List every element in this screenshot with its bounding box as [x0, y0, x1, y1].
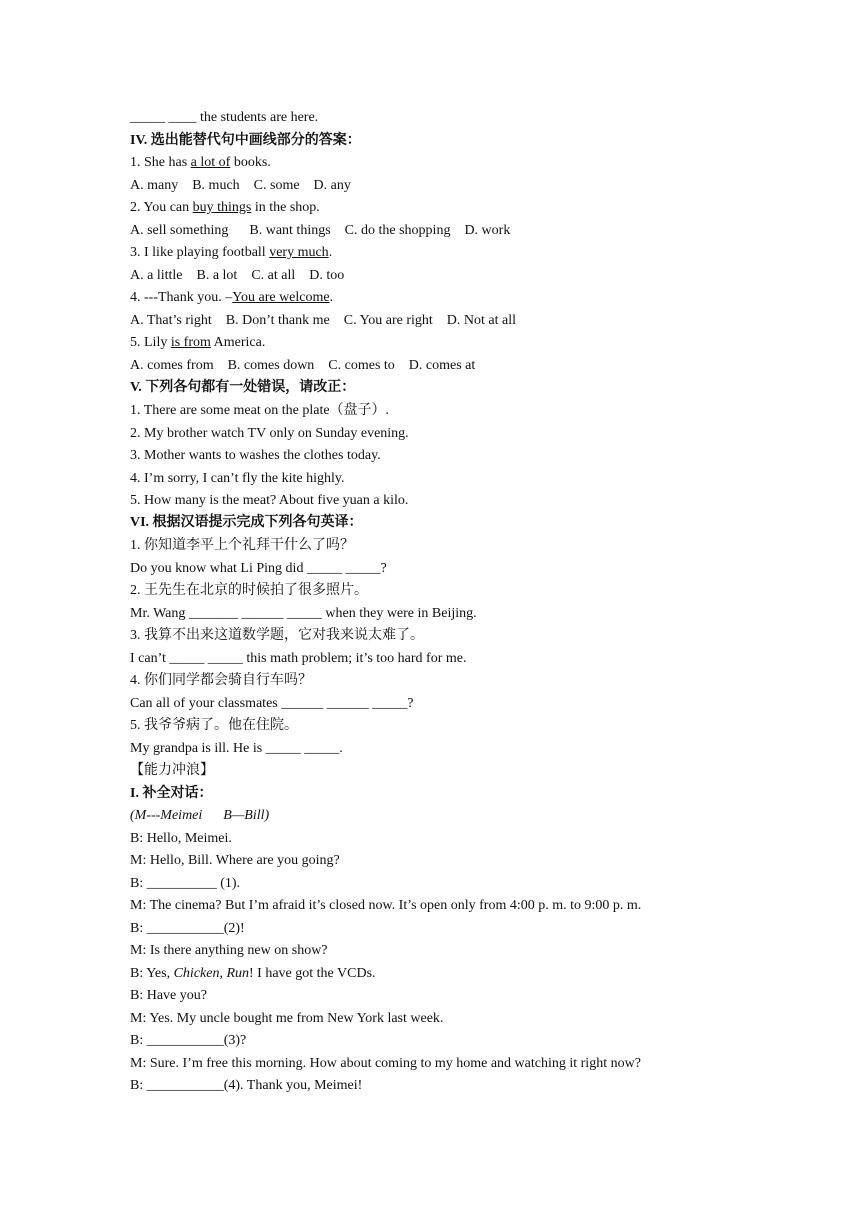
options-iv-1: A. many B. much C. some D. any: [130, 178, 351, 193]
question-iv-2: 2. You can buy things in the shop.: [130, 200, 320, 215]
dialog-line-1: B: Hello, Meimei.: [130, 831, 232, 846]
question-iv-5: 5. Lily is from America.: [130, 335, 266, 350]
dialog-roles: (M---Meimei B—Bill): [130, 808, 270, 823]
dialog-line-5: B: ___________(2)!: [130, 921, 245, 936]
underlined-phrase: is from: [170, 335, 211, 350]
error-sentence-3: 3. Mother wants to washes the clothes today.: [130, 448, 381, 463]
options-iv-5: A. comes from B. comes down C. comes to D. comes at: [130, 358, 476, 373]
question-iv-1: 1. She has a lot of books.: [130, 155, 271, 170]
dialog-line-4: M: The cinema? But I’m afraid it’s closed now. It’s open only from 4:00 p. m. to 9:00 p. m.: [130, 898, 642, 913]
dialog-line-10: B: ___________(3)?: [130, 1033, 247, 1048]
dialog-line-11: M: Sure. I’m free this morning. How about coming to my home and watching it right now?: [130, 1056, 641, 1071]
underlined-phrase: buy things: [192, 200, 252, 215]
dialog-line-7: B: Yes, Chicken, Run! I have got the VCDs.: [130, 966, 376, 981]
options-iv-3: A. a little B. a lot C. at all D. too: [130, 268, 345, 283]
translation-sentence-2: Mr. Wang _______ ______ _____ when they were in Beijing.: [130, 606, 477, 621]
translation-sentence-5: My grandpa is ill. He is _____ _____.: [130, 741, 343, 756]
translation-sentence-3: I can’t _____ _____ this math problem; it’s too hard for me.: [130, 651, 467, 666]
error-sentence-1: 1. There are some meat on the plate（盘子）.: [130, 403, 390, 418]
translation-prompt-5: 5. 我爷爷病了。他在住院。: [130, 718, 298, 733]
translation-sentence-4: Can all of your classmates ______ ______ _____?: [130, 696, 414, 711]
ability-heading: 【能力冲浪】: [130, 763, 214, 778]
section-iv-heading: IV. 选出能替代句中画线部分的答案：: [130, 133, 361, 148]
fill-in-fragment: _____ ____ the students are here.: [130, 110, 319, 125]
underlined-phrase: You are welcome: [232, 290, 330, 305]
underlined-phrase: a lot of: [190, 155, 231, 170]
translation-sentence-1: Do you know what Li Ping did _____ _____?: [130, 561, 387, 576]
options-iv-4: A. That’s right B. Don’t thank me C. You are right D. Not at all: [130, 313, 517, 328]
dialog-line-9: M: Yes. My uncle bought me from New York last week.: [130, 1011, 444, 1026]
error-sentence-4: 4. I’m sorry, I can’t fly the kite highly.: [130, 471, 345, 486]
underlined-phrase: very much: [269, 245, 329, 260]
dialog-line-8: B: Have you?: [130, 988, 207, 1003]
movie-title: Chicken, Run: [173, 966, 250, 981]
section-vi-heading: VI. 根据汉语提示完成下列各句英译：: [130, 515, 363, 530]
dialog-line-3: B: __________ (1).: [130, 876, 241, 891]
error-sentence-2: 2. My brother watch TV only on Sunday evening.: [130, 426, 409, 441]
question-iv-3: 3. I like playing football very much.: [130, 245, 333, 260]
section-v-heading: V. 下列各句都有一处错误，请改正：: [130, 380, 356, 395]
options-iv-2: A. sell something B. want things C. do the shopping D. work: [130, 223, 511, 238]
dialog-line-2: M: Hello, Bill. Where are you going?: [130, 853, 340, 868]
dialog-heading: I. 补全对话：: [130, 786, 213, 801]
translation-prompt-2: 2. 王先生在北京的时候拍了很多照片。: [130, 583, 368, 598]
dialog-line-12: B: ___________(4). Thank you, Meimei!: [130, 1078, 363, 1093]
translation-prompt-4: 4. 你们同学都会骑自行车吗？: [130, 673, 312, 688]
question-iv-4: 4. ---Thank you. –You are welcome.: [130, 290, 334, 305]
dialog-line-6: M: Is there anything new on show?: [130, 943, 328, 958]
translation-prompt-1: 1. 你知道李平上个礼拜干什么了吗？: [130, 538, 354, 553]
error-sentence-5: 5. How many is the meat? About five yuan a kilo.: [130, 493, 409, 508]
translation-prompt-3: 3. 我算不出来这道数学题，它对我来说太难了。: [130, 628, 424, 643]
